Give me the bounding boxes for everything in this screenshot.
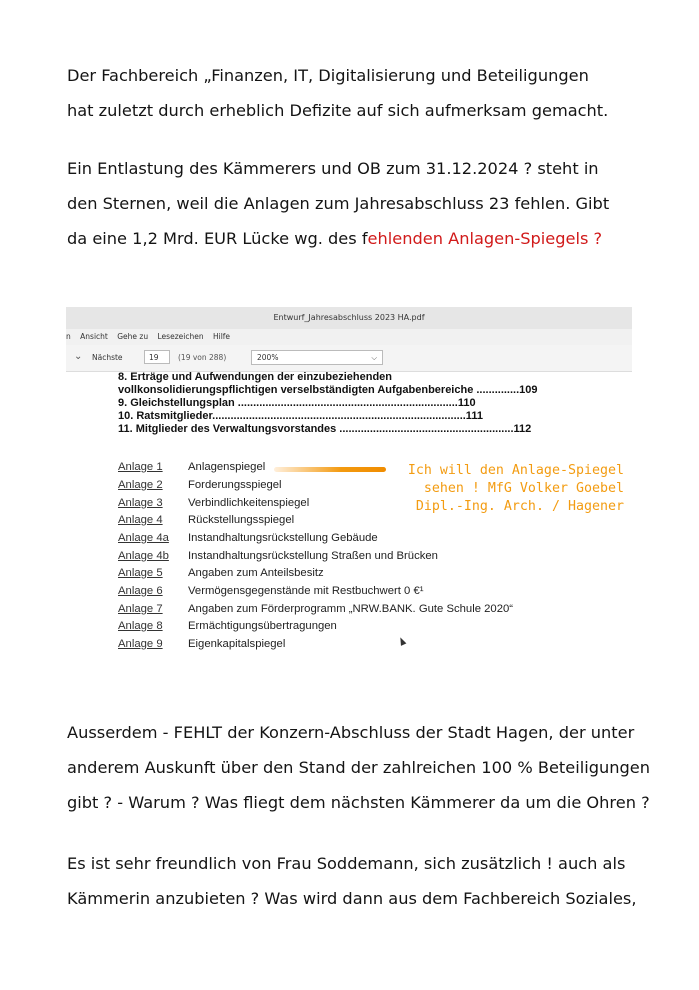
page-count: (19 von 288) [178,353,227,362]
menu-item-goto[interactable]: Gehe zu [117,332,149,341]
text-line: den Sternen, weil die Anlagen zum Jahresabschluss 23 fehlen. Gibt [67,194,610,213]
soddemann-paragraph [67,846,687,916]
anlage-link[interactable]: Anlage 6 [118,585,163,597]
anlage-desc: Ermächtigungsübertragungen [188,620,337,632]
anlage-link[interactable]: Anlage 4 [118,514,163,526]
toc-entry: vollkonsolidierungspflichtigen verselbständigten Aufgabenbereiche ..............109 [118,384,538,396]
annotation-line: Dipl.-Ing. Arch. / Hagener [415,499,624,514]
anlage-desc: Verbindlichkeitenspiegel [188,497,310,509]
text-line: Der Fachbereich „Finanzen, IT, Digitalisierung und Beteiligungen [67,66,589,85]
anlage-link[interactable]: Anlage 4b [118,550,169,562]
anlage-link[interactable]: Anlage 5 [118,567,163,579]
highlight-arrow-stroke [274,467,386,472]
anlage-link[interactable]: Anlage 9 [118,638,163,650]
anlage-link[interactable]: Anlage 7 [118,603,163,615]
pdf-viewer-screenshot [66,307,632,660]
menu-item-bookmarks[interactable]: Lesezeichen [157,332,204,341]
document-page [66,371,632,660]
toc-entry: 8. Erträge und Aufwendungen der einzubeziehenden [118,371,393,383]
anlage-desc: Instandhaltungsrückstellung Straßen und Brücken [188,550,438,562]
anlage-link[interactable]: Anlage 1 [118,461,163,473]
text-line: Kämmerin anzubieten ? Was wird dann aus dem Fachbereich Soziales, [67,889,637,908]
menu-item-file[interactable]: n [66,332,71,341]
text-line: gibt ? - Warum ? Was fliegt dem nächsten Kämmerer da um die Ohren ? [67,793,650,812]
page-number-input[interactable]: 19 [144,350,170,364]
anlage-desc: Angaben zum Förderprogramm „NRW.BANK. Gute Schule 2020“ [188,603,514,615]
anlage-link[interactable]: Anlage 3 [118,497,163,509]
anlage-desc: Rückstellungsspiegel [188,514,295,526]
text-line: Ausserdem - FEHLT der Konzern-Abschluss der Stadt Hagen, der unter [67,723,635,742]
entlastung-paragraph [67,151,687,256]
toc-entry: 11. Mitglieder des Verwaltungsvorstandes .........................................................112 [118,423,532,435]
toc-entry: 9. Gleichstellungsplan ........................................................................110 [118,397,476,409]
text-line [67,221,687,256]
menu-item-view[interactable]: Ansicht [80,332,108,341]
annotation-line: Ich will den Anlage-Spiegel [407,463,624,478]
handwritten-annotation [384,462,624,516]
menu-item-help[interactable]: Hilfe [212,332,231,341]
anlage-link[interactable]: Anlage 4a [118,532,169,544]
anlage-desc: Angaben zum Anteilsbesitz [188,567,324,579]
window-title: Entwurf_Jahresabschluss 2023 HA.pdf [66,307,632,330]
chevron-down-icon[interactable]: ⌄ [74,351,83,362]
anlage-desc: Forderungsspiegel [188,479,282,491]
anlage-link[interactable]: Anlage 2 [118,479,163,491]
mouse-cursor-icon [398,636,407,646]
next-page-button[interactable]: Nächste [92,353,123,362]
toc-entry: 10. Ratsmitglieder...................................................................................111 [118,410,483,422]
zoom-value: 200% [257,353,279,362]
anlage-link[interactable]: Anlage 8 [118,620,163,632]
text-line: hat zuletzt durch erheblich Defizite auf sich aufmerksam gemacht. [67,101,609,120]
konzern-paragraph [67,715,687,820]
text-line: Ein Entlastung des Kämmerers und OB zum 31.12.2024 ? steht in [67,159,599,178]
anlage-desc: Anlagenspiegel [188,461,266,473]
text-line: anderem Auskunft über den Stand der zahlreichen 100 % Beteiligungen [67,758,651,777]
chevron-down-icon: ⌵ [371,353,377,362]
text-highlight-red: ehlenden Anlagen-Spiegels ? [367,229,603,248]
anlage-desc: Eigenkapitalspiegel [188,638,286,650]
menu-bar [66,329,632,345]
annotation-line: sehen ! MfG Volker Goebel [423,481,624,496]
anlage-desc: Instandhaltungsrückstellung Gebäude [188,532,378,544]
anlage-desc: Vermögensgegenstände mit Restbuchwert 0 €¹ [188,585,424,597]
text-line: Es ist sehr freundlich von Frau Soddemann, sich zusätzlich ! auch als [67,854,626,873]
zoom-select[interactable] [251,350,383,365]
text-black: da eine 1,2 Mrd. EUR Lücke wg. des f [67,229,368,248]
toolbar [66,345,632,372]
intro-paragraph [67,58,687,128]
